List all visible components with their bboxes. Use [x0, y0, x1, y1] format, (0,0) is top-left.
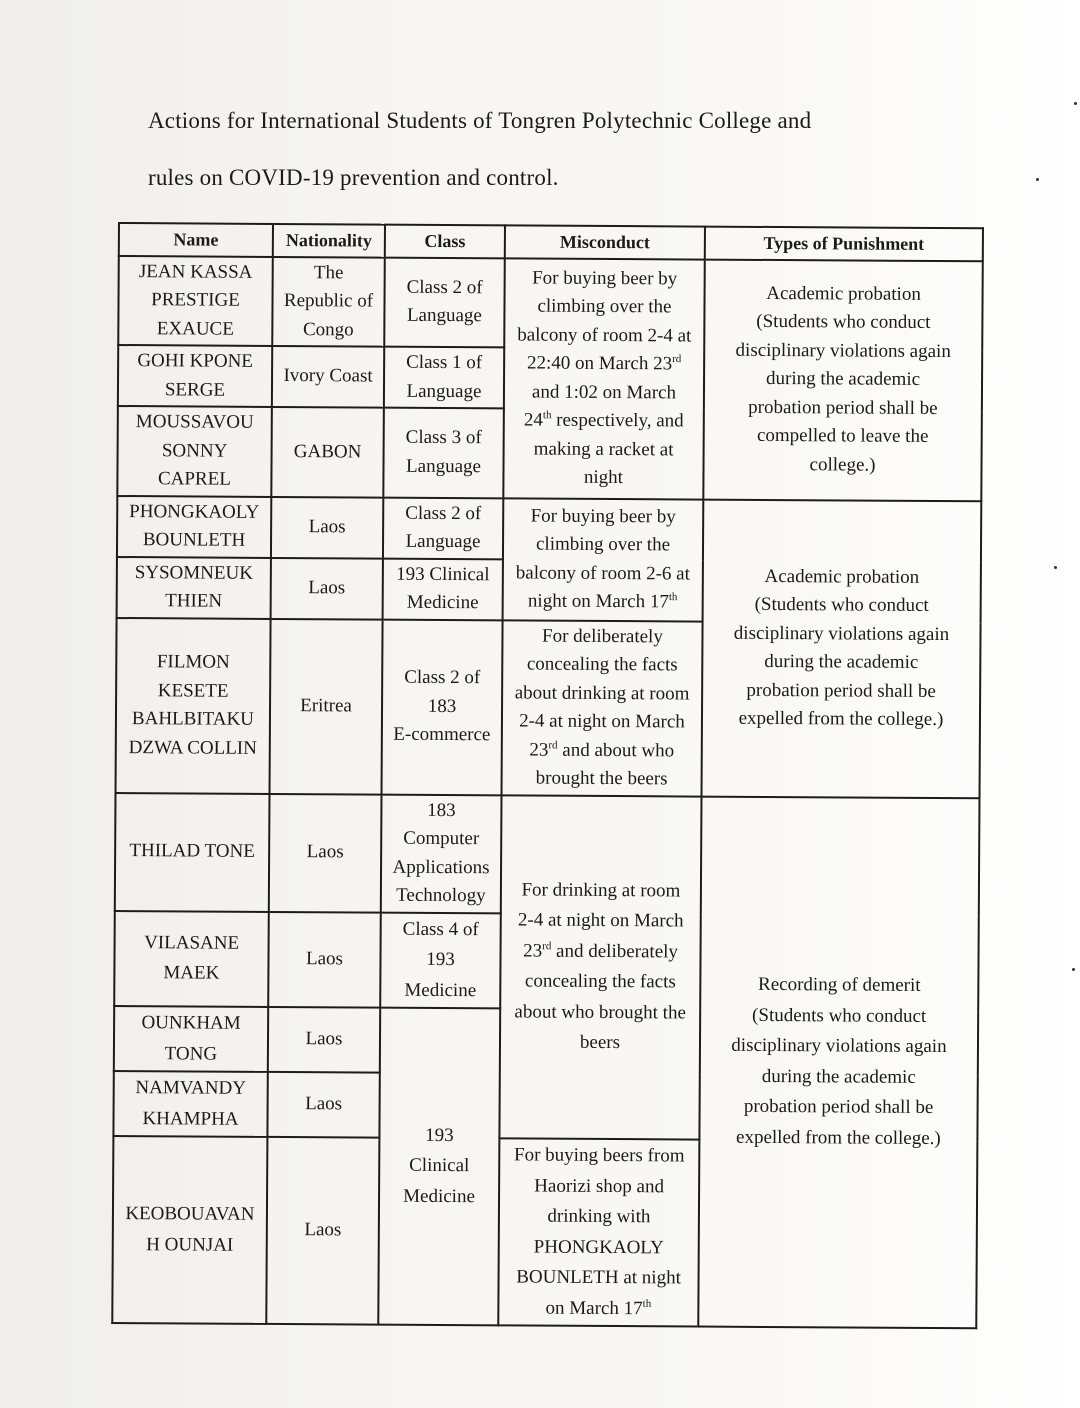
- misconduct-line: For deliberately: [541, 625, 663, 647]
- student-name-cell: [112, 1136, 267, 1324]
- class-line: Medicine: [404, 979, 477, 1001]
- misconduct-line: [507, 736, 697, 766]
- misconduct-line: climbing over the: [535, 533, 671, 556]
- punishment-line: (Students who conduct: [756, 311, 931, 334]
- misconduct-line: balcony of room 2-6 at: [515, 561, 690, 585]
- nationality-cell: [272, 256, 385, 346]
- title-line-2: rules on COVID-19 prevention and control.: [148, 165, 559, 190]
- nationality-line: Ivory Coast: [283, 365, 373, 387]
- nationality-cell: [270, 618, 383, 794]
- class-line: Language: [405, 530, 481, 553]
- class-line: E-commerce: [393, 723, 491, 746]
- name-line: FILMON: [156, 651, 230, 673]
- misconduct-text: 23: [523, 940, 543, 962]
- disciplinary-actions-table: [111, 222, 984, 1329]
- misconduct-text: on March 17: [545, 1297, 643, 1319]
- punishment-line: Recording of demerit: [758, 974, 921, 997]
- misconduct-cell: [498, 1138, 699, 1326]
- ordinal-suffix: rd: [548, 738, 558, 751]
- misconduct-line: 2-4 at night on March: [519, 710, 685, 733]
- class-line: Language: [405, 455, 482, 477]
- class-line: 183: [427, 799, 456, 821]
- table-row: [115, 792, 980, 915]
- paper-speck: [1072, 968, 1075, 971]
- punishment-line: Academic probation: [766, 282, 921, 305]
- ordinal-suffix: rd: [672, 353, 682, 366]
- class-cell: [380, 912, 501, 1008]
- class-line: Class 4 of: [402, 918, 479, 940]
- nationality-line: GABON: [293, 440, 362, 462]
- misconduct-line: about drinking at room: [514, 681, 690, 704]
- nationality-cell: [268, 911, 381, 1007]
- nationality-line: The: [313, 261, 344, 283]
- header-name: Name: [119, 223, 273, 256]
- punishment-line: (Students who conduct: [754, 593, 929, 616]
- punishment-line: probation period shall be: [746, 679, 936, 702]
- ordinal-suffix: rd: [542, 940, 552, 953]
- name-line: KEOBOUAVAN: [125, 1203, 255, 1225]
- class-cell: [381, 794, 502, 913]
- misconduct-line: For buying beers from: [514, 1144, 685, 1167]
- student-name-cell: [117, 556, 271, 618]
- class-line: Applications: [392, 856, 490, 878]
- name-line: DZWA COLLIN: [128, 736, 257, 759]
- misconduct-line: concealing the facts: [524, 970, 676, 993]
- header-class: Class: [385, 225, 505, 258]
- class-line: Class 1 of: [406, 351, 483, 374]
- misconduct-line: PHONGKAOLY: [533, 1236, 664, 1258]
- misconduct-line: climbing over the: [537, 295, 672, 318]
- misconduct-cell: [503, 498, 704, 621]
- misconduct-line: and 1:02 on March: [531, 381, 677, 403]
- class-line: Class 2 of: [404, 667, 481, 689]
- name-line: MAEK: [163, 962, 220, 984]
- misconduct-text: night on March 17: [527, 590, 669, 613]
- name-line: BAHLBITAKU: [131, 708, 255, 730]
- class-line: Medicine: [406, 591, 479, 614]
- punishment-cell: [698, 796, 979, 1328]
- misconduct-cell: [499, 795, 701, 1140]
- misconduct-line: For buying beer by: [532, 267, 678, 289]
- misconduct-line: night: [583, 466, 624, 489]
- name-line: GOHI KPONE: [137, 350, 253, 372]
- class-cell: [384, 347, 504, 409]
- paper-speck: [1054, 566, 1057, 569]
- name-line: BOUNLETH: [142, 529, 246, 551]
- misconduct-text: 24: [523, 409, 543, 431]
- misconduct-line: [508, 587, 698, 617]
- name-line: THIEN: [165, 590, 223, 612]
- nationality-cell: [267, 1072, 379, 1138]
- class-line: Language: [406, 380, 482, 402]
- class-line: 193 Clinical: [396, 563, 490, 585]
- nationality-line: Laos: [308, 576, 346, 599]
- student-name-cell: [115, 792, 270, 911]
- punishment-cell: [702, 499, 982, 798]
- misconduct-text: and deliberately: [551, 940, 679, 963]
- name-line: KHAMPHA: [142, 1107, 239, 1130]
- class-cell: [382, 619, 503, 795]
- misconduct-cell: [502, 620, 703, 796]
- misconduct-cell: [503, 258, 704, 499]
- header-misconduct: Misconduct: [505, 225, 705, 259]
- misconduct-line: [505, 936, 695, 968]
- class-line: Medicine: [403, 1185, 475, 1207]
- name-line: PRESTIGE: [151, 289, 240, 311]
- punishment-line: compelled to leave the: [756, 425, 929, 448]
- student-name-cell: [113, 1071, 267, 1137]
- punishment-cell: [703, 259, 982, 501]
- class-line: Language: [406, 305, 482, 327]
- punishment-line: during the academic: [764, 650, 919, 673]
- class-cell: [383, 408, 504, 498]
- class-line: Clinical: [409, 1155, 470, 1177]
- class-cell: [378, 1008, 500, 1326]
- class-line: Class 2 of: [406, 276, 483, 298]
- header-punishment: Types of Punishment: [705, 227, 983, 261]
- ordinal-suffix: th: [642, 1297, 652, 1310]
- name-line: JEAN KASSA: [138, 260, 253, 283]
- name-line: EXAUCE: [156, 317, 234, 340]
- misconduct-line: beers: [579, 1032, 621, 1054]
- class-cell: [384, 257, 505, 347]
- punishment-line: (Students who conduct: [752, 1004, 927, 1027]
- nationality-line: Eritrea: [300, 694, 352, 717]
- punishment-line: expelled from the college.): [738, 707, 944, 731]
- student-name-cell: [114, 1006, 268, 1072]
- nationality-line: Laos: [308, 515, 346, 538]
- punishment-line: Academic probation: [764, 565, 920, 588]
- table-row: [118, 256, 983, 351]
- punishment-line: during the academic: [761, 1065, 916, 1088]
- nationality-cell: [272, 346, 384, 408]
- student-name-cell: [114, 910, 269, 1006]
- nationality-cell: [269, 793, 382, 912]
- misconduct-line: about who brought the: [514, 1001, 686, 1024]
- misconduct-line: [509, 349, 699, 379]
- nationality-line: Laos: [304, 1219, 342, 1241]
- ordinal-suffix: th: [668, 591, 678, 604]
- class-line: Technology: [396, 884, 486, 907]
- nationality-cell: [268, 1007, 380, 1073]
- misconduct-line: BOUNLETH at night: [516, 1266, 681, 1289]
- nationality-line: Laos: [306, 841, 344, 863]
- name-line: SYSOMNEUK: [134, 561, 254, 584]
- paper-speck: [1074, 102, 1077, 105]
- nationality-cell: [271, 496, 383, 558]
- ordinal-suffix: th: [542, 409, 552, 422]
- name-line: PHONGKAOLY: [129, 500, 260, 523]
- punishment-line: during the academic: [765, 368, 921, 391]
- class-line: 183: [427, 695, 457, 717]
- class-line: 193: [425, 1124, 454, 1146]
- punishment-line: disciplinary violations again: [731, 1035, 947, 1058]
- punishment-line: college.): [809, 453, 876, 476]
- header-nationality: Nationality: [273, 224, 385, 257]
- name-line: SONNY: [161, 439, 228, 462]
- student-name-cell: [117, 406, 272, 496]
- name-line: TONG: [164, 1042, 218, 1065]
- nationality-line: Republic of: [283, 290, 374, 312]
- name-line: KESETE: [157, 679, 229, 702]
- misconduct-line: Haorizi shop and: [534, 1175, 665, 1197]
- student-name-cell: [118, 345, 272, 407]
- class-cell: [383, 558, 503, 620]
- misconduct-text: 23: [529, 739, 549, 761]
- class-cell: [383, 497, 503, 559]
- nationality-cell: [271, 557, 383, 619]
- name-line: OUNKHAM: [141, 1012, 241, 1034]
- name-line: THILAD TONE: [129, 840, 255, 863]
- nationality-line: Laos: [305, 948, 344, 970]
- student-name-cell: [116, 617, 271, 793]
- class-line: Class 3 of: [405, 427, 482, 449]
- misconduct-line: [503, 1293, 693, 1325]
- nationality-line: Congo: [302, 318, 354, 340]
- misconduct-text: 22:40 on March 23: [526, 352, 673, 375]
- misconduct-line: brought the beers: [535, 767, 668, 790]
- name-line: SERGE: [164, 378, 226, 401]
- misconduct-line: For drinking at room: [521, 879, 681, 902]
- misconduct-line: 2-4 at night on March: [517, 909, 684, 932]
- name-line: MOUSSAVOU: [135, 411, 254, 433]
- misconduct-text: respectively, and: [551, 409, 684, 432]
- punishment-line: disciplinary violations again: [733, 622, 950, 645]
- name-line: H OUNJAI: [146, 1233, 234, 1256]
- class-line: Class 2 of: [405, 502, 482, 524]
- misconduct-line: concealing the facts: [526, 653, 678, 676]
- misconduct-line: For buying beer by: [530, 505, 676, 527]
- punishment-line: probation period shall be: [743, 1096, 934, 1119]
- nationality-cell: [266, 1137, 379, 1325]
- paper-speck: [1036, 178, 1039, 181]
- punishment-line: expelled from the college.): [736, 1126, 941, 1149]
- misconduct-line: balcony of room 2-4 at: [517, 323, 692, 347]
- student-name-cell: [118, 256, 273, 346]
- misconduct-text: and about who: [557, 739, 675, 761]
- class-line: 193: [426, 948, 455, 971]
- punishment-line: probation period shall be: [748, 396, 938, 419]
- class-line: Computer: [403, 827, 480, 850]
- name-line: CAPREL: [157, 468, 231, 490]
- nationality-line: Laos: [305, 1028, 343, 1050]
- misconduct-line: [509, 406, 699, 436]
- document-title: [148, 92, 928, 206]
- table-header-row: [119, 223, 983, 261]
- student-name-cell: [117, 496, 271, 558]
- punishment-line: disciplinary violations again: [735, 339, 951, 362]
- title-line-1: Actions for International Students of Tongren Polytechnic College and: [148, 108, 812, 133]
- misconduct-line: drinking with: [547, 1205, 651, 1228]
- nationality-line: Laos: [305, 1093, 343, 1115]
- name-line: NAMVANDY: [135, 1077, 247, 1099]
- nationality-cell: [271, 407, 384, 497]
- table-row: [117, 496, 981, 562]
- name-line: VILASANE: [144, 931, 240, 954]
- misconduct-line: making a racket at: [533, 438, 674, 460]
